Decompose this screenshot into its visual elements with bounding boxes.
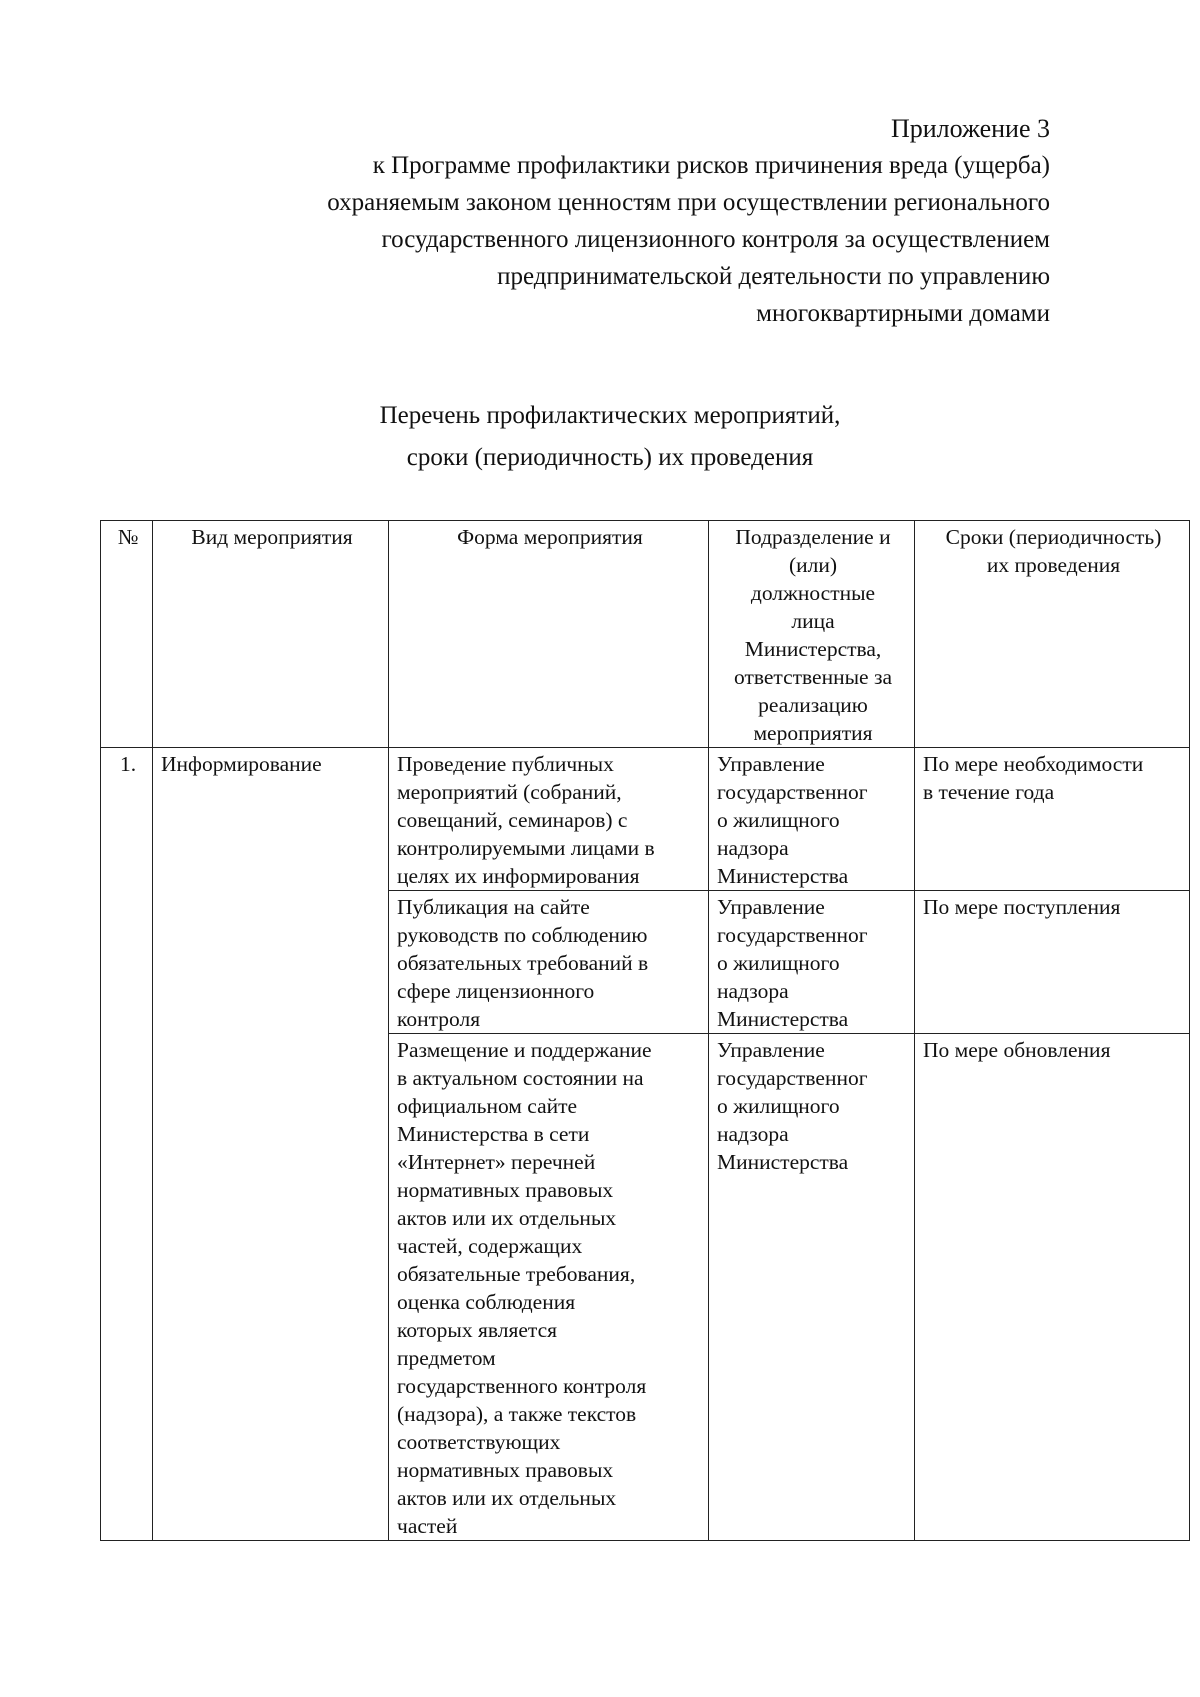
appendix-line: к Программе профилактики рисков причинения вреда (ущерба) <box>372 152 1050 179</box>
column-header-form: Форма мероприятия <box>389 521 709 748</box>
column-header-department: Подразделение и (или) должностные лица Министерства, ответственные за реализацию мероприятия <box>709 521 915 748</box>
activity-type: Информирование <box>153 748 389 1541</box>
appendix-header <box>327 110 1050 332</box>
responsible-department: Управление государственног о жилищного надзора Министерства <box>709 1034 915 1541</box>
column-header-type: Вид мероприятия <box>153 521 389 748</box>
column-header-term: Сроки (периодичность) их проведения <box>915 521 1190 748</box>
activity-term: По мере необходимости в течение года <box>915 748 1190 891</box>
appendix-line: государственного лицензионного контроля за осуществлением <box>381 226 1050 253</box>
table-header-row <box>101 521 1190 748</box>
appendix-number: Приложение 3 <box>890 114 1050 143</box>
responsible-department: Управление государственног о жилищного надзора Министерства <box>709 891 915 1034</box>
responsible-department: Управление государственног о жилищного надзора Министерства <box>709 748 915 891</box>
row-number: 1. <box>101 748 153 1541</box>
title-line-2: сроки (периодичность) их проведения <box>406 444 814 471</box>
document-title <box>0 395 1200 479</box>
activity-form: Размещение и поддержание в актуальном состоянии на официальном сайте Министерства в сети «Интернет» перечней нормативных правовых актов или их отдельных частей, содержащих обязательные требования, оценка соблюдения которых является предметом государственного контроля (надзора), а также текстов соответствующих нормативных правовых актов или их отдельных частей <box>389 1034 709 1541</box>
title-line-1: Перечень профилактических мероприятий, <box>379 402 841 429</box>
appendix-line: предпринимательской деятельности по управлению <box>497 263 1050 290</box>
activity-form: Публикация на сайте руководств по соблюдению обязательных требований в сфере лицензионного контроля <box>389 891 709 1034</box>
activity-term: По мере поступления <box>915 891 1190 1034</box>
activity-term: По мере обновления <box>915 1034 1190 1541</box>
table-row <box>101 748 1190 891</box>
activities-table <box>100 520 1190 1541</box>
column-header-number: № <box>101 521 153 748</box>
appendix-line: охраняемым законом ценностям при осуществлении регионального <box>327 189 1050 216</box>
activity-form: Проведение публичных мероприятий (собраний, совещаний, семинаров) с контролируемыми лицами в целях их информирования <box>389 748 709 891</box>
appendix-line: многоквартирными домами <box>756 300 1050 327</box>
